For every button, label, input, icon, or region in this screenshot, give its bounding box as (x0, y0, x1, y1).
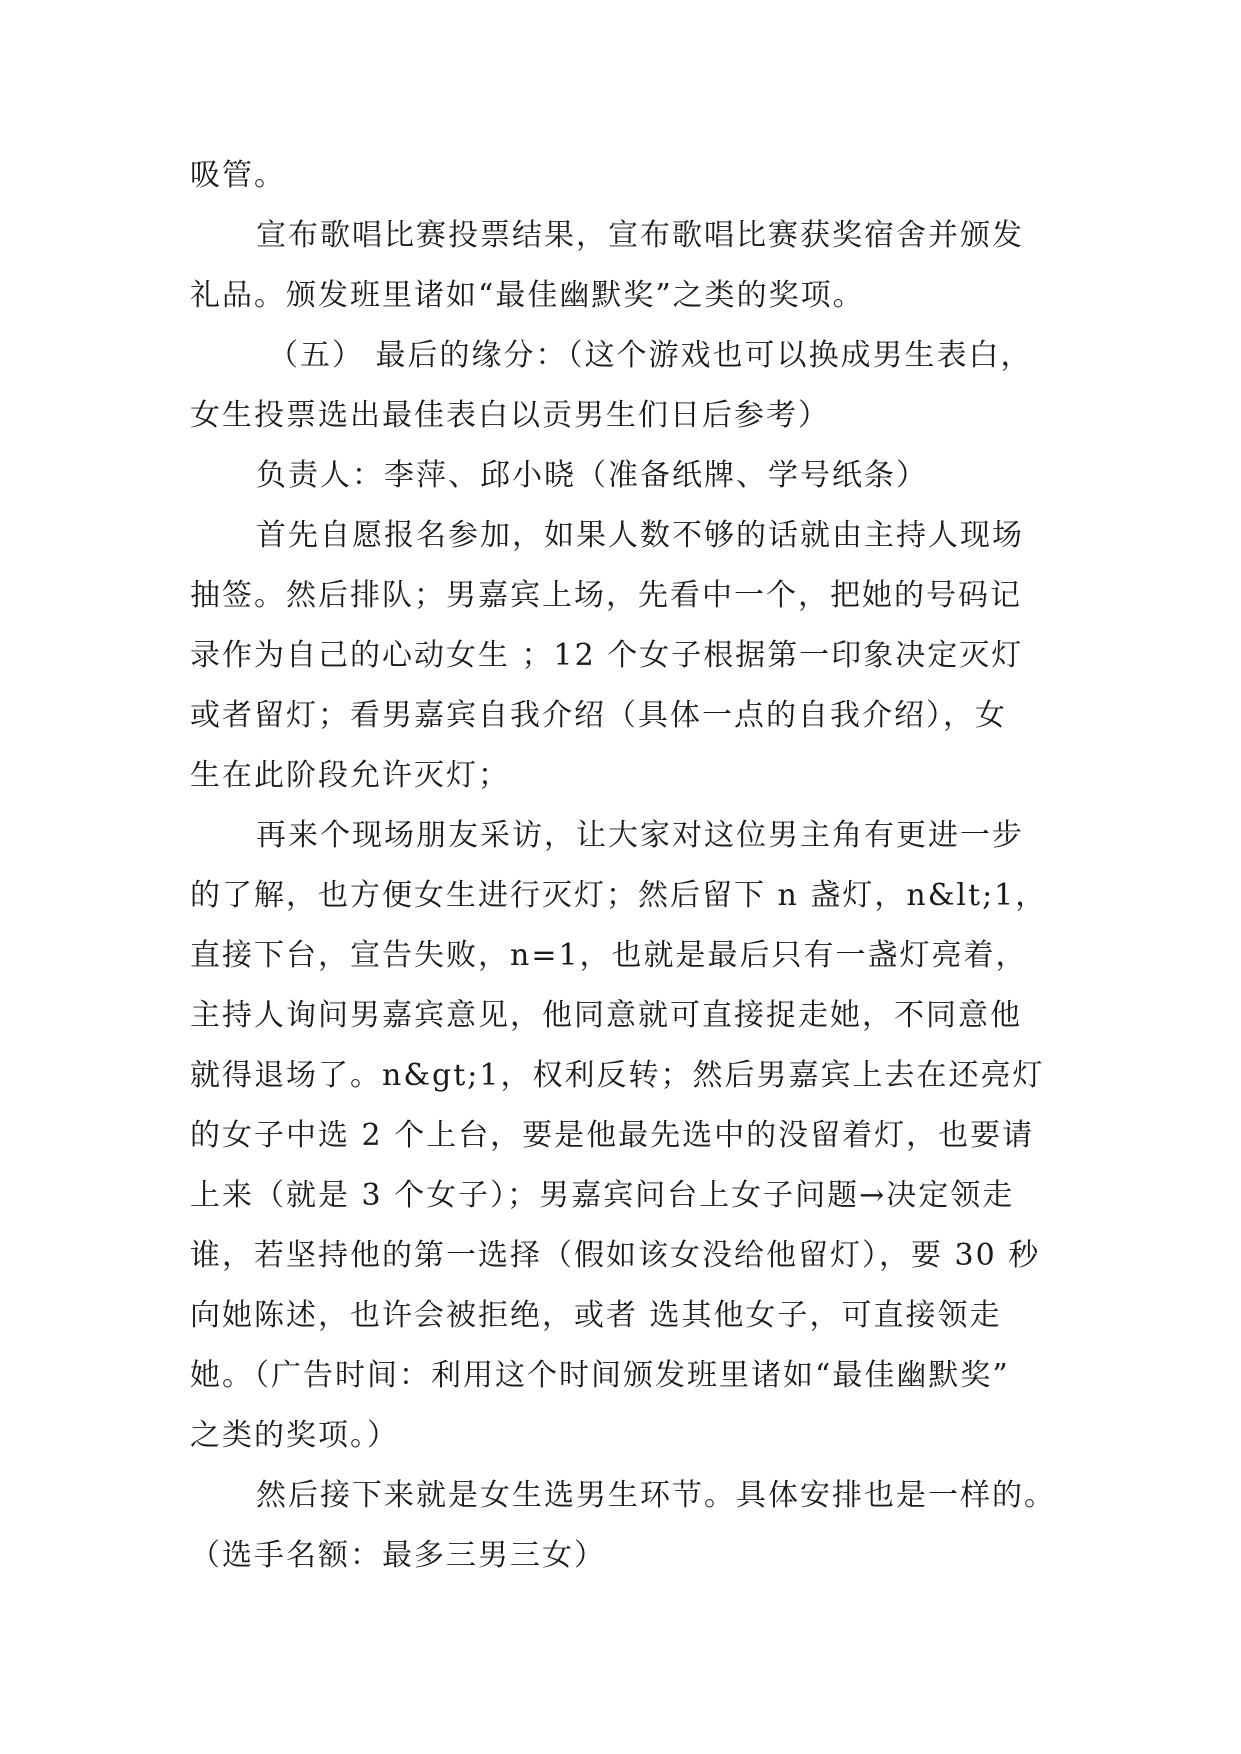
section-heading: （五） 最后的缘分：（这个游戏也可以换成男生表白， (268, 338, 1033, 373)
text-line: 宣布歌唱比赛投票结果，宣布歌唱比赛获奖宿舍并颁发 (256, 218, 1024, 253)
text-line: 录作为自己的心动女生 ；12 个女子根据第一印象决定灭灯 (190, 638, 1024, 673)
text-line: 她。（广告时间：利用这个时间颁发班里诸如“最佳幽默奖” (190, 1358, 1010, 1393)
text-line: 再来个现场朋友采访，让大家对这位男主角有更进一步 (256, 818, 1024, 853)
text-line: 就得退场了。n&gt;1，权利反转；然后男嘉宾上去在还亮灯 (190, 1058, 1045, 1093)
text-line: 首先自愿报名参加，如果人数不够的话就由主持人现场 (256, 518, 1024, 553)
text-line: 礼品。颁发班里诸如“最佳幽默奖”之类的奖项。 (190, 278, 865, 313)
text-line: 上来（就是 3 个女子）；男嘉宾问台上女子问题→决定领走 (190, 1178, 1015, 1213)
text-line: 负责人：李萍、邱小晓（准备纸牌、学号纸条） (256, 458, 928, 493)
text-line: 的女子中选 2 个上台，要是他最先选中的没留着灯，也要请 (190, 1118, 1035, 1153)
document-page (190, 146, 1056, 1586)
text-line: 的了解，也方便女生进行灭灯；然后留下 n 盏灯，n&lt;1， (190, 878, 1048, 913)
text-line: 主持人询问男嘉宾意见，他同意就可直接捉走她，不同意他 (190, 998, 1022, 1033)
text-line: 直接下台，宣告失败，n=1，也就是最后只有一盏灯亮着， (190, 938, 1028, 973)
text-line: 吸管。 (190, 158, 286, 193)
text-line: 或者留灯；看男嘉宾自我介绍（具体一点的自我介绍），女 (190, 698, 1007, 733)
text-line: 抽签。然后排队；男嘉宾上场，先看中一个，把她的号码记 (190, 578, 1022, 613)
text-line: 向她陈述，也许会被拒绝，或者 选其他女子，可直接领走 (190, 1298, 1002, 1333)
text-line: 之类的奖项。） (190, 1418, 399, 1453)
text-line: （选手名额：最多三男三女） (190, 1538, 606, 1573)
text-line: 然后接下来就是女生选男生环节。具体安排也是一样的。 (256, 1478, 1056, 1513)
text-line: 生在此阶段允许灭灯； (190, 758, 510, 793)
text-line: 谁，若坚持他的第一选择（假如该女没给他留灯），要 30 秒 (190, 1238, 1041, 1273)
text-line: 女生投票选出最佳表白以贡男生们日后参考） (190, 398, 830, 433)
